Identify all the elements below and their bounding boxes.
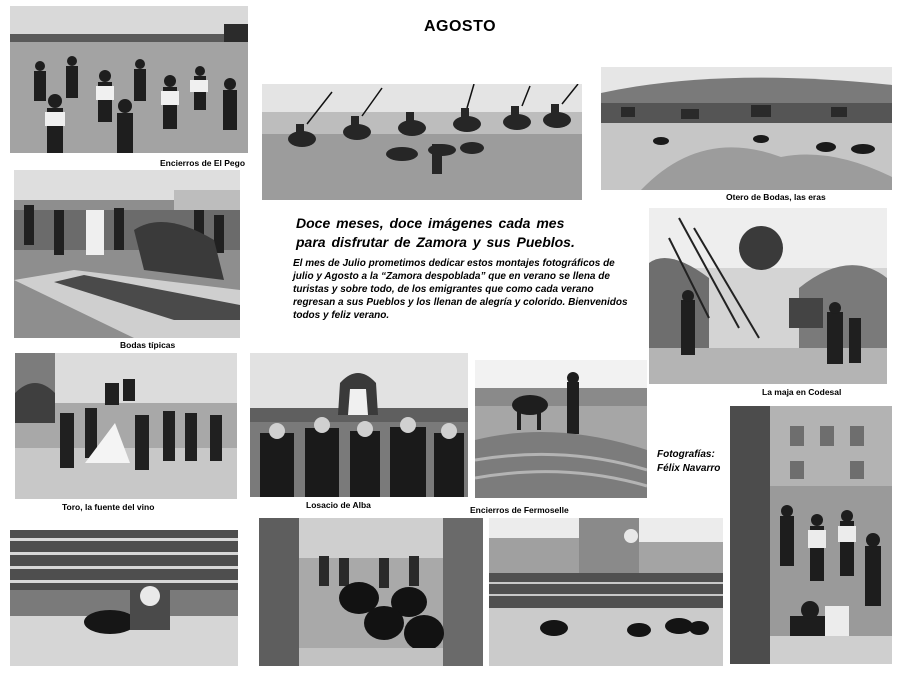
- photo-bullring: [10, 530, 238, 666]
- caption-la-maja: La maja en Codesal: [762, 387, 842, 397]
- credit-label: Fotografías:: [657, 449, 715, 460]
- caption-toro-fuente: Toro, la fuente del vino: [62, 502, 155, 512]
- photo-street-bulls: [730, 406, 892, 664]
- photo-bodas-tipicas: [14, 170, 240, 338]
- caption-encierros-el-pego: Encierros de El Pego: [160, 158, 246, 168]
- headline: Doce meses, doce imágenes cada mes para disfrutar de Zamora y sus Pueblos.: [296, 215, 575, 250]
- caption-bodas-tipicas: Bodas típicas: [120, 340, 176, 350]
- caption-fermoselle: Encierros de Fermoselle: [470, 505, 569, 515]
- photo-la-maja: [649, 208, 887, 384]
- photo-horse-riders: [262, 84, 582, 200]
- photo-losacio: [250, 353, 468, 497]
- photo-credit: [657, 448, 737, 476]
- intro-paragraph: El mes de Julio prometimos dedicar estos montajes fotográficos de julio y Agosto a la “Zamora despoblada” que en verano se llena de turistas y sobre todo, de los emigrantes que como cada verano regresan a sus Pueblos y los llenan de alegría y colorido. Bienvenidos todos y feliz verano.: [293, 258, 628, 321]
- page-title: AGOSTO: [423, 18, 497, 35]
- photo-encierros-el-pego: [10, 6, 248, 153]
- photo-otero-de-bodas: [601, 67, 892, 190]
- caption-losacio: Losacio de Alba: [306, 500, 371, 510]
- photo-toro-fuente: [15, 353, 237, 499]
- photo-bulls-street: [259, 518, 483, 666]
- caption-otero-de-bodas: Otero de Bodas, las eras: [726, 192, 826, 202]
- photo-fermoselle: [475, 360, 647, 498]
- credit-author: Félix Navarro: [657, 463, 721, 474]
- photo-plaza-bulls: [489, 518, 723, 666]
